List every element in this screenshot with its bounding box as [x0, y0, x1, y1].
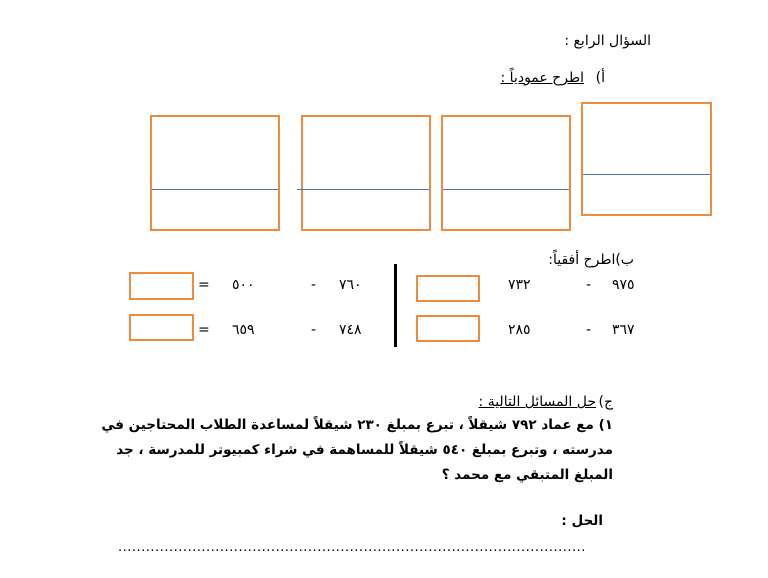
vertical-subtraction-box-1[interactable]	[150, 115, 280, 231]
answer-dotted-line[interactable]: .....................................................................................................	[118, 540, 586, 555]
equals-sign: =	[198, 277, 210, 293]
answer-box[interactable]	[416, 315, 480, 342]
box-separator-line	[297, 189, 429, 190]
answer-box[interactable]	[129, 314, 194, 341]
vertical-subtraction-box-4[interactable]	[581, 102, 712, 216]
minus-sign: -	[586, 322, 592, 338]
part-b-title	[548, 252, 634, 268]
part-b-title-text: ب)اطرح أفقياً:	[548, 252, 634, 268]
subtrahend: ٧٣٢	[508, 277, 531, 293]
subtrahend: ٢٨٥	[508, 322, 531, 338]
word-problem-line-3: المبلغ المتبقي مع محمد ؟	[441, 467, 613, 483]
minus-sign: -	[586, 277, 592, 293]
box-separator-line	[443, 189, 569, 190]
box-separator-line	[583, 174, 710, 175]
solution-label: الحل :	[561, 513, 603, 529]
vertical-subtraction-box-3[interactable]	[441, 115, 571, 231]
part-a-title: اطرح عمودياً :	[500, 70, 584, 86]
subtrahend: ٥٠٠	[232, 277, 255, 293]
box-separator-line	[152, 189, 278, 190]
minus-sign: -	[311, 277, 317, 293]
word-problem-line-1: ١) مع عماد ٧٩٢ شيقلاً ، تبرع بمبلغ ٢٣٠ شيقلاً لمساعدة الطلاب المحتاجين في	[101, 417, 613, 433]
minuend: ٧٤٨	[339, 322, 362, 338]
minuend: ٣٦٧	[612, 322, 635, 338]
vertical-subtraction-box-2[interactable]	[301, 115, 431, 231]
word-problem-line-2: مدرسته ، وتبرع بمبلغ ٥٤٠ شيقلاً للمساهمة في شراء كمبيوتر للمدرسة ، جد	[116, 442, 613, 458]
part-c-title: حل المسائل التالية :	[478, 394, 596, 410]
part-a-letter: أ)	[595, 70, 605, 86]
part-c-letter: ج)	[598, 394, 613, 410]
column-divider	[394, 264, 397, 347]
minuend: ٧٦٠	[339, 277, 362, 293]
answer-box[interactable]	[416, 275, 480, 302]
minuend: ٩٧٥	[612, 277, 635, 293]
minus-sign: -	[311, 322, 317, 338]
subtrahend: ٦٥٩	[232, 322, 255, 338]
equals-sign: =	[198, 322, 210, 338]
answer-box[interactable]	[129, 272, 194, 300]
question-title: السؤال الرابع :	[564, 33, 651, 49]
